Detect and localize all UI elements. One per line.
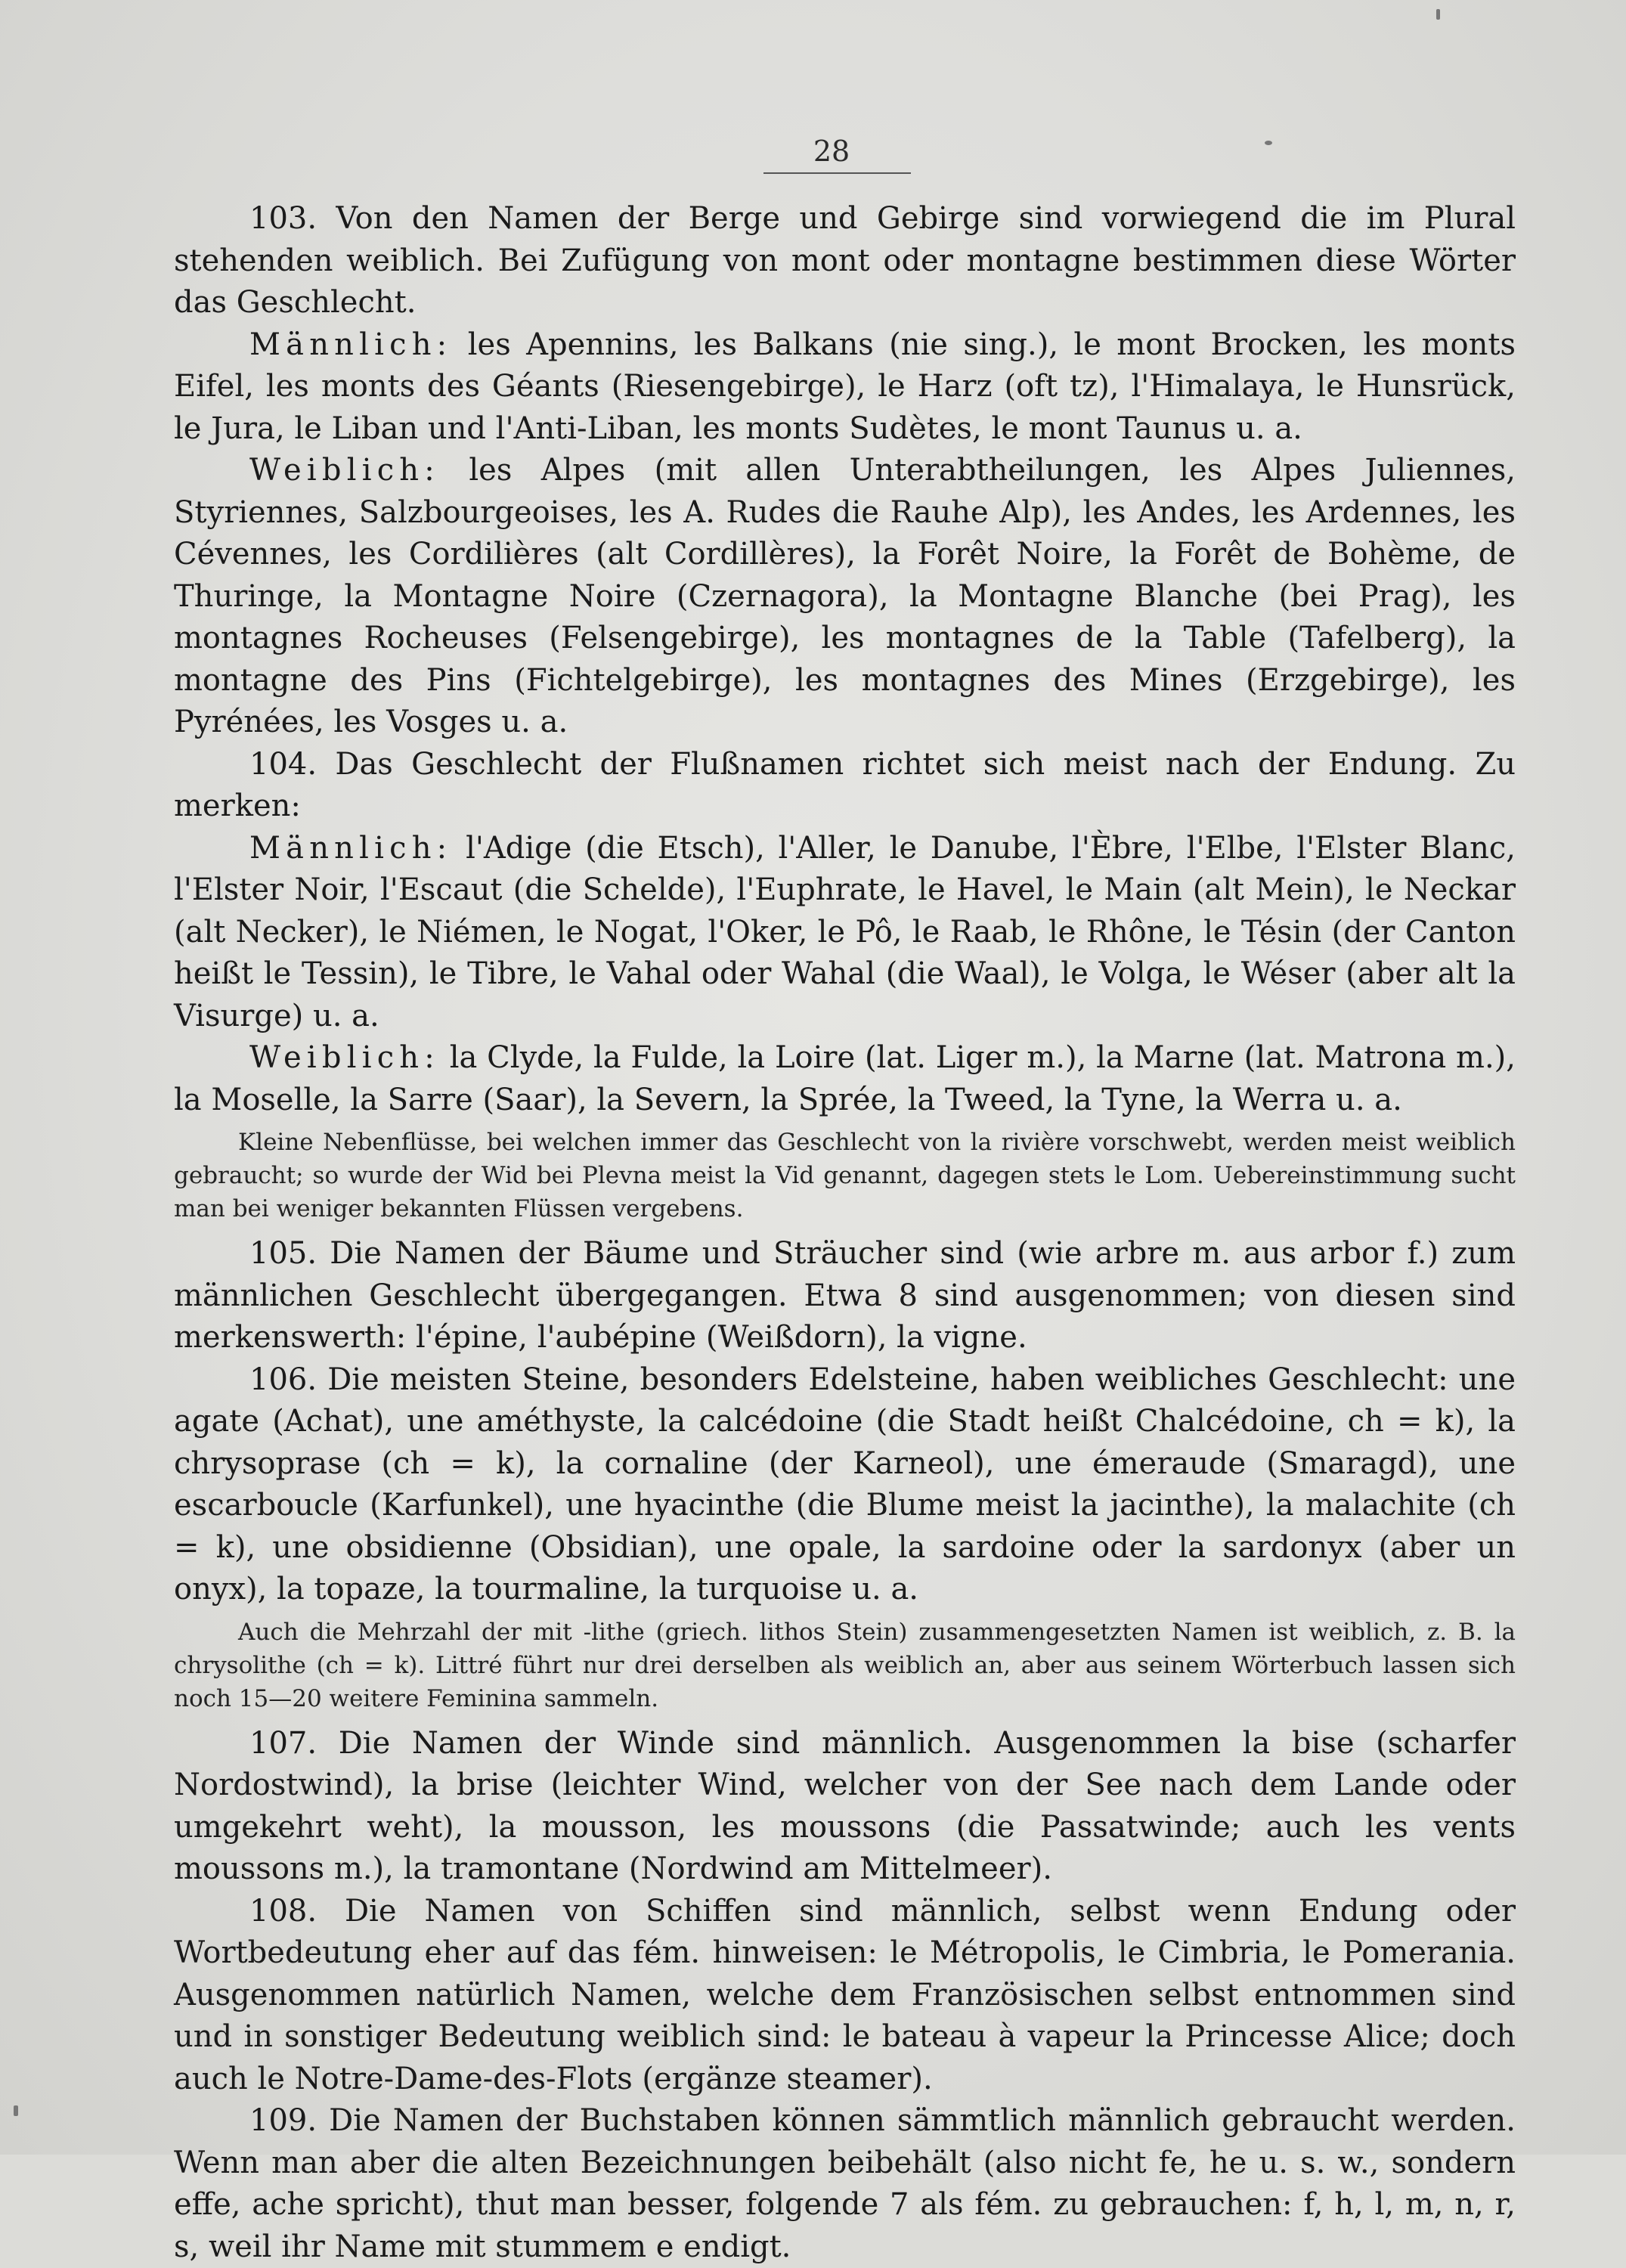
paragraph-label: Männlich: xyxy=(249,830,453,866)
paragraph-text: la Clyde, la Fulde, la Loire (lat. Liger m.), la Marne (lat. Matrona m.), la Moselle, la Sarre (Saar), la Severn, la Sprée, la Tweed, la Tyne, la Werra u. a. xyxy=(174,1040,1516,1117)
paragraph-text: l'Adige (die Etsch), l'Aller, le Danube, l'Èbre, l'Elbe, l'Elster Blanc, l'Elster Noir, l'Escaut (die Schelde), l'Euphrate, le Havel, le Main (alt Mein), le Neckar (alt Necker), le Niémen, le Nogat, l'Oker, le Pô, le Raab, le Rhône, le Tésin (der Canton heißt le Tessin), le Tibre, le Vahal oder Wahal (die Waal), le Volga, le Wéser (aber alt la Visurge) u. a. xyxy=(174,830,1516,1033)
footnote-rivers xyxy=(174,1126,1516,1225)
print-speck xyxy=(1436,9,1440,20)
paragraph-text: 107. Die Namen der Winde sind männlich. Ausgenommen la bise (scharfer Nordostwind), la brise (leichter Wind, welcher von der See nach dem Lande oder umgekehrt weht), la mousson, les moussons (die Passatwinde; auch les vents moussons m.), la tramontane (Nordwind am Mittelmeer). xyxy=(174,1725,1516,1886)
print-speck xyxy=(1265,141,1272,145)
paragraph-103-masculine xyxy=(174,324,1516,451)
page-number-rule xyxy=(763,172,911,174)
page-number: 28 xyxy=(813,135,850,168)
note-text: Auch die Mehrzahl der mit -lithe (griech. lithos Stein) zusammengesetzten Namen ist weiblich, z. B. la chrysolithe (ch = k). Littré führt nur drei derselben als weiblich an, aber aus seinem Wörterbuch lassen sich noch 15—20 weitere Feminina sammeln. xyxy=(174,1618,1516,1712)
paragraph-103 xyxy=(174,198,1516,324)
paragraph-label: Weiblich: xyxy=(249,1040,440,1075)
paragraph-text: 106. Die meisten Steine, besonders Edelsteine, haben weibliches Geschlecht: une agate (Achat), une améthyste, la calcédoine (die Stadt heißt Chalcédoine, ch = k), la chrysoprase (ch = k), la cornaline (der Karneol), une émeraude (Smaragd), une escarboucle (Karfunkel), une hyacinthe (die Blume meist la jacinthe), la malachite (ch = k), une obsidienne (Obsidian), une opale, la sardoine oder la sardonyx (aber un onyx), la topaze, la tourmaline, la turquoise u. a. xyxy=(174,1362,1516,1606)
print-speck xyxy=(14,2105,18,2116)
paragraph-104-masculine xyxy=(174,828,1516,1038)
paragraph-text: 108. Die Namen von Schiffen sind männlich, selbst wenn Endung oder Wortbedeutung eher auf das fém. hinweisen: le Métropolis, le Cimbria, le Pomerania. Ausgenommen natürlich Namen, welche dem Französischen selbst entnommen sind und in sonstiger Bedeutung weiblich sind: le bateau à vapeur la Princesse Alice; doch auch le Notre-Dame-des-Flots (ergänze steamer). xyxy=(174,1893,1516,2096)
paragraph-text: 109. Die Namen der Buchstaben können sämmtlich männlich gebraucht werden. Wenn man aber die alten Bezeichnungen beibehält (also nicht fe, he u. s. w., sondern effe, ache spricht), thut man besser, folgende 7 als fém. zu gebrauchen: f, h, l, m, n, r, s, weil ihr Name mit stummem e endigt. xyxy=(174,2103,1516,2264)
paragraph-103-feminine xyxy=(174,450,1516,744)
paragraph-105 xyxy=(174,1233,1516,1359)
body-text xyxy=(174,198,1516,2268)
paragraph-text: les Apennins, les Balkans (nie sing.), le mont Brocken, les monts Eifel, les monts des Géants (Riesengebirge), le Harz (oft tz), l'Himalaya, le Hunsrück, le Jura, le Liban und l'Anti-Liban, les monts Sudètes, le mont Taunus u. a. xyxy=(174,327,1516,446)
paragraph-text: 105. Die Namen der Bäume und Sträucher sind (wie arbre m. aus arbor f.) zum männlichen Geschlecht übergegangen. Etwa 8 sind ausgenommen; von diesen sind merkenswerth: l'épine, l'aubépine (Weißdorn), la vigne. xyxy=(174,1236,1516,1355)
note-text: Kleine Nebenflüsse, bei welchen immer das Geschlecht von la rivière vorschwebt, werden meist weiblich gebraucht; so wurde der Wid bei Plevna meist la Vid genannt, dagegen stets le Lom. Uebereinstimmung sucht man bei weniger bekannten Flüssen vergebens. xyxy=(174,1129,1516,1222)
paragraph-text: 104. Das Geschlecht der Flußnamen richtet sich meist nach der Endung. Zu merken: xyxy=(174,746,1516,823)
paragraph-text: 103. Von den Namen der Berge und Gebirge sind vorwiegend die im Plural stehenden weiblich. Bei Zufügung von mont oder montagne bestimmen diese Wörter das Geschlecht. xyxy=(174,201,1516,320)
footnote-lithe xyxy=(174,1616,1516,1715)
paragraph-107 xyxy=(174,1723,1516,1891)
paragraph-108 xyxy=(174,1891,1516,2101)
paragraph-text: les Alpes (mit allen Unterabtheilungen, les Alpes Juliennes, Styriennes, Salzbourgeoises, les A. Rudes die Rauhe Alp), les Andes, les Ardennes, les Cévennes, les Cordilières (alt Cordillères), la Forêt Noire, la Forêt de Bohème, de Thuringe, la Montagne Noire (Czernagora), la Montagne Blanche (bei Prag), les montagnes Rocheuses (Felsengebirge), les montagnes de la Table (Tafelberg), la montagne des Pins (Fichtelgebirge), les montagnes des Mines (Erzgebirge), les Pyrénées, les Vosges u. a. xyxy=(174,453,1516,739)
paragraph-106 xyxy=(174,1359,1516,1611)
paragraph-109 xyxy=(174,2100,1516,2268)
paragraph-104 xyxy=(174,744,1516,828)
paragraph-label: Weiblich: xyxy=(249,453,440,488)
paragraph-104-feminine xyxy=(174,1037,1516,1121)
paragraph-label: Männlich: xyxy=(249,327,453,362)
